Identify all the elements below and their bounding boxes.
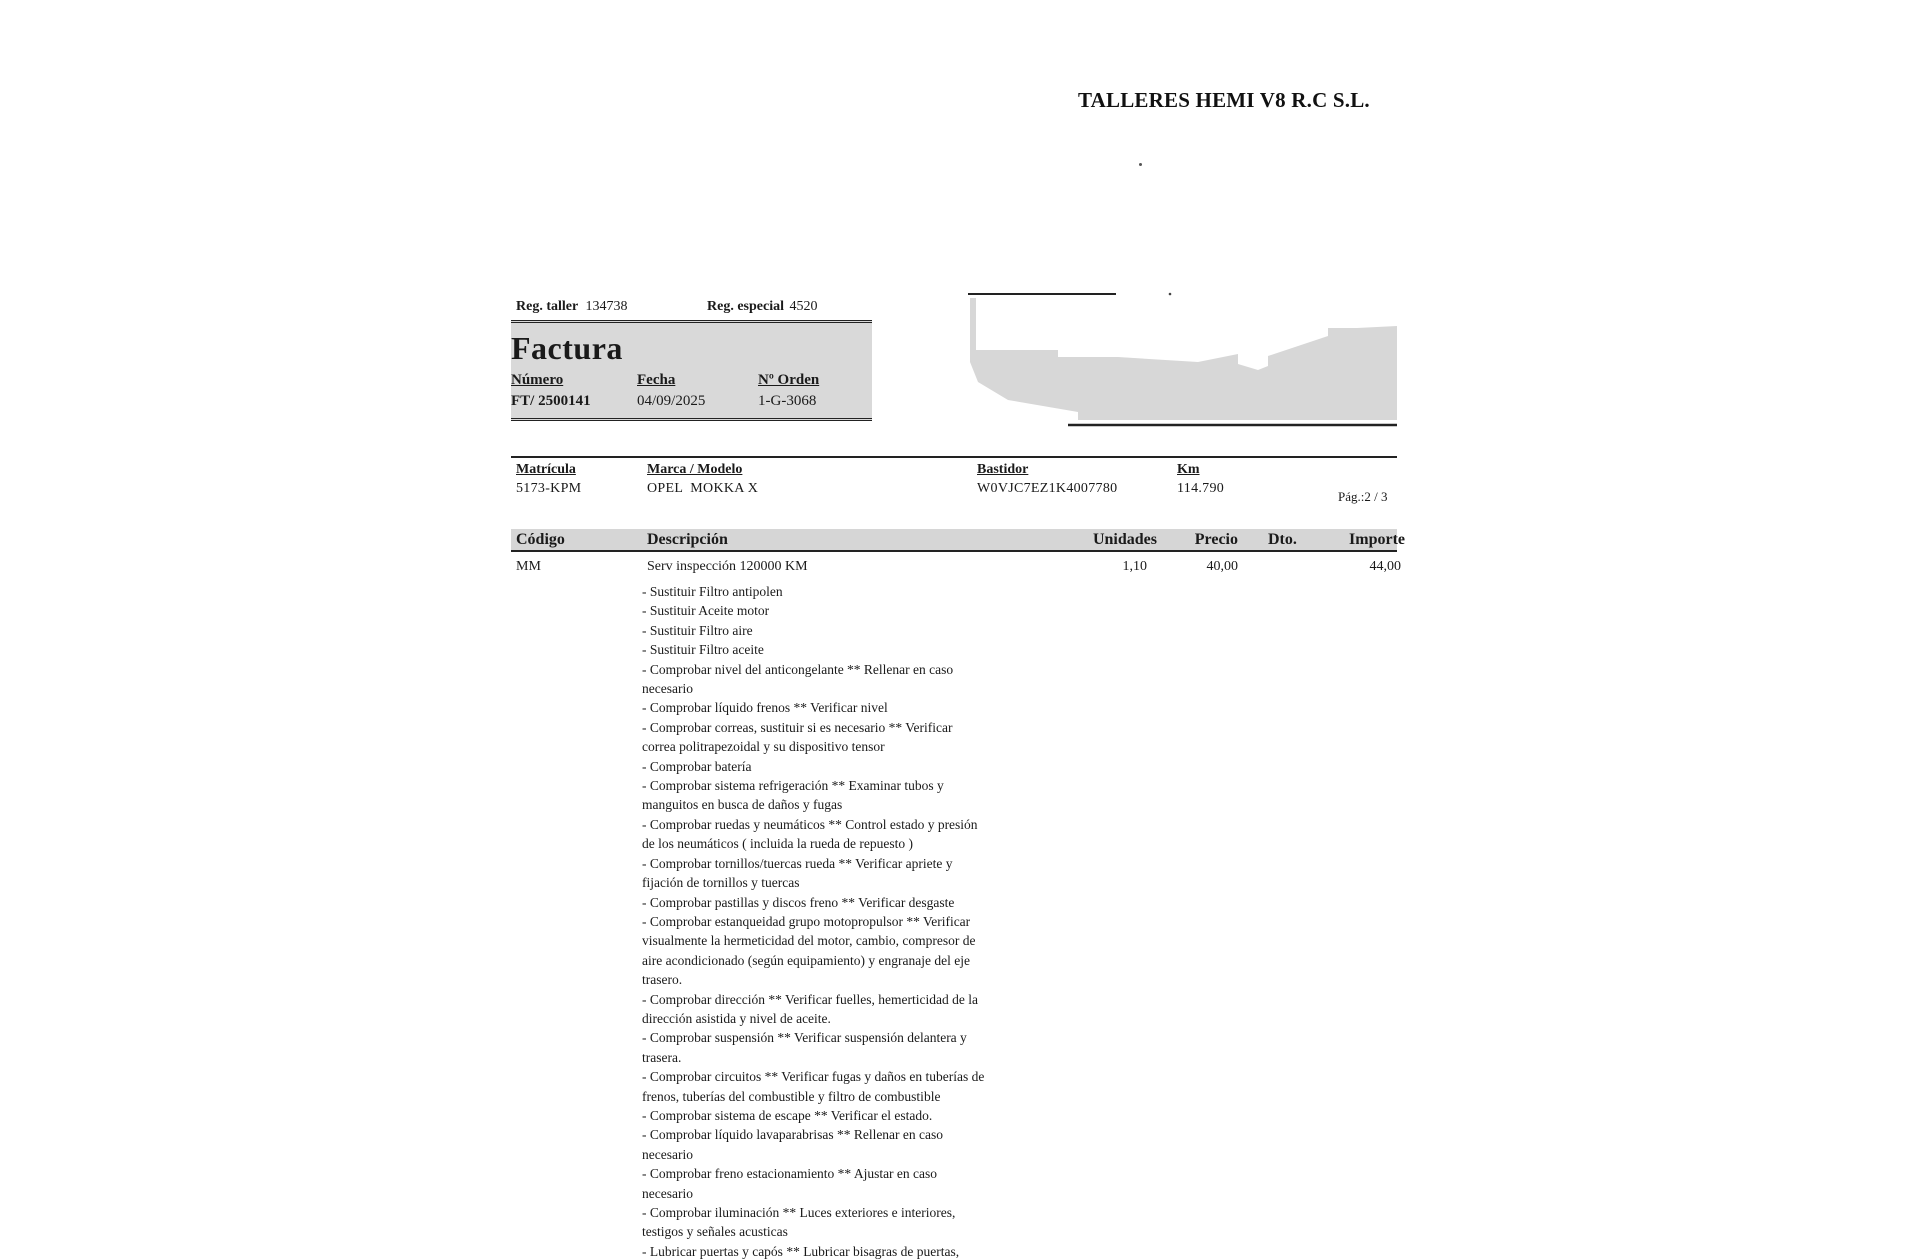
redaction-shape	[970, 298, 1397, 420]
col-importe-header: Importe	[1349, 531, 1405, 548]
vehicle-top-rule	[511, 456, 1397, 458]
numero-value: FT/ 2500141	[511, 393, 591, 409]
service-detail-item: - Comprobar suspensión ** Verificar suspensión delantera y trasera.	[642, 1030, 967, 1065]
service-detail-item: - Comprobar batería	[642, 758, 752, 774]
reg-especial	[707, 299, 817, 315]
items-table-header	[511, 529, 1397, 552]
service-detail-item: - Comprobar sistema de escape ** Verificar el estado.	[642, 1107, 933, 1123]
fecha-label: Fecha	[637, 372, 676, 388]
reg-taller-label: Reg. taller	[516, 299, 578, 314]
service-detail-item: - Comprobar nivel del anticongelante ** Rellenar en caso necesario	[642, 661, 954, 697]
service-detail-item: - Comprobar estanqueidad grupo motopropulsor ** Verificar visualmente la hermeticidad del motor, cambio, compresor de aire acondicionado (según equipamiento) y engranaje del eje trasero.	[642, 913, 976, 988]
fecha-value: 04/09/2025	[637, 393, 706, 409]
bastidor-value: W0VJC7EZ1K4007780	[977, 481, 1118, 496]
col-unidades-header: Unidades	[1092, 531, 1157, 548]
service-detail-item: - Comprobar pastillas y discos freno ** Verificar desgaste	[642, 894, 955, 910]
matricula-label: Matrícula	[516, 462, 576, 477]
reg-taller-value: 134738	[585, 299, 628, 314]
reg-especial-value: 4520	[789, 299, 818, 314]
col-descripcion-header: Descripción	[647, 531, 728, 548]
col-dto-header: Dto.	[1268, 531, 1297, 548]
orden-value: 1-G-3068	[758, 393, 817, 409]
service-detail-item: - Comprobar correas, sustituir si es necesario ** Verificar correa politrapezoidal y su dispositivo tensor	[642, 719, 953, 755]
service-detail-item: - Comprobar freno estacionamiento ** Ajustar en caso necesario	[642, 1166, 938, 1201]
service-detail-item: - Sustituir Filtro antipolen	[642, 584, 783, 599]
company-name: TALLERES HEMI V8 R.C S.L.	[1078, 88, 1370, 112]
service-detail-item: - Lubricar puertas y capós ** Lubricar bisagras de puertas,	[642, 1243, 960, 1259]
reg-taller	[516, 299, 627, 315]
service-detail-item: - Comprobar líquido lavaparabrisas ** Rellenar en caso necesario	[642, 1127, 944, 1162]
row-importe: 44,00	[1369, 559, 1401, 574]
scan-speck	[1139, 163, 1142, 166]
service-detail-item: - Comprobar circuitos ** Verificar fugas y daños en tuberías de frenos, tuberías del combustible y filtro de combustible	[642, 1069, 985, 1104]
col-precio-header: Precio	[1194, 531, 1238, 548]
km-value: 114.790	[1177, 481, 1225, 496]
row-codigo: MM	[516, 559, 541, 574]
service-detail-item: - Sustituir Filtro aire	[642, 622, 753, 638]
row-descripcion: Serv inspección 120000 KM	[647, 559, 808, 574]
service-detail-item: - Sustituir Filtro aceite	[642, 642, 764, 658]
page-number: Pág.:2 / 3	[1338, 489, 1388, 504]
service-detail-item: - Comprobar ruedas y neumáticos ** Control estado y presión de los neumáticos ( incluida la rueda de repuesto )	[642, 816, 978, 852]
service-detail-item: - Comprobar sistema refrigeración ** Examinar tubos y manguitos en busca de daños y fugas	[642, 778, 944, 813]
service-detail-item: - Comprobar dirección ** Verificar fuelles, hemerticidad de la dirección asistida y nivel de aceite.	[642, 991, 978, 1026]
row-unidades: 1,10	[1122, 559, 1147, 574]
bastidor-label: Bastidor	[977, 462, 1029, 477]
service-detail-item: - Comprobar tornillos/tuercas rueda ** Verificar apriete y fijación de tornillos y tuercas	[642, 855, 953, 891]
invoice-title: Factura	[511, 330, 623, 366]
km-label: Km	[1177, 462, 1200, 477]
service-detail-item: - Comprobar iluminación ** Luces exteriores e interiores, testigos y señales acusticas	[642, 1205, 956, 1240]
service-detail-item: - Sustituir Aceite motor	[642, 603, 770, 619]
col-codigo-header: Código	[516, 531, 565, 548]
reg-especial-label: Reg. especial	[707, 299, 784, 314]
redacted-customer-block	[968, 292, 1397, 428]
modelo-value: OPEL MOKKA X	[647, 481, 759, 496]
service-detail-item: - Comprobar líquido frenos ** Verificar nivel	[642, 700, 888, 716]
numero-label: Número	[511, 372, 564, 388]
row-precio: 40,00	[1206, 559, 1238, 574]
matricula-value: 5173-KPM	[516, 481, 582, 496]
redaction-speck	[1169, 293, 1172, 296]
invoice-header-box	[511, 320, 872, 421]
service-detail-list	[642, 582, 1042, 1260]
modelo-label: Marca / Modelo	[647, 462, 743, 477]
orden-label: Nº Orden	[758, 372, 820, 388]
